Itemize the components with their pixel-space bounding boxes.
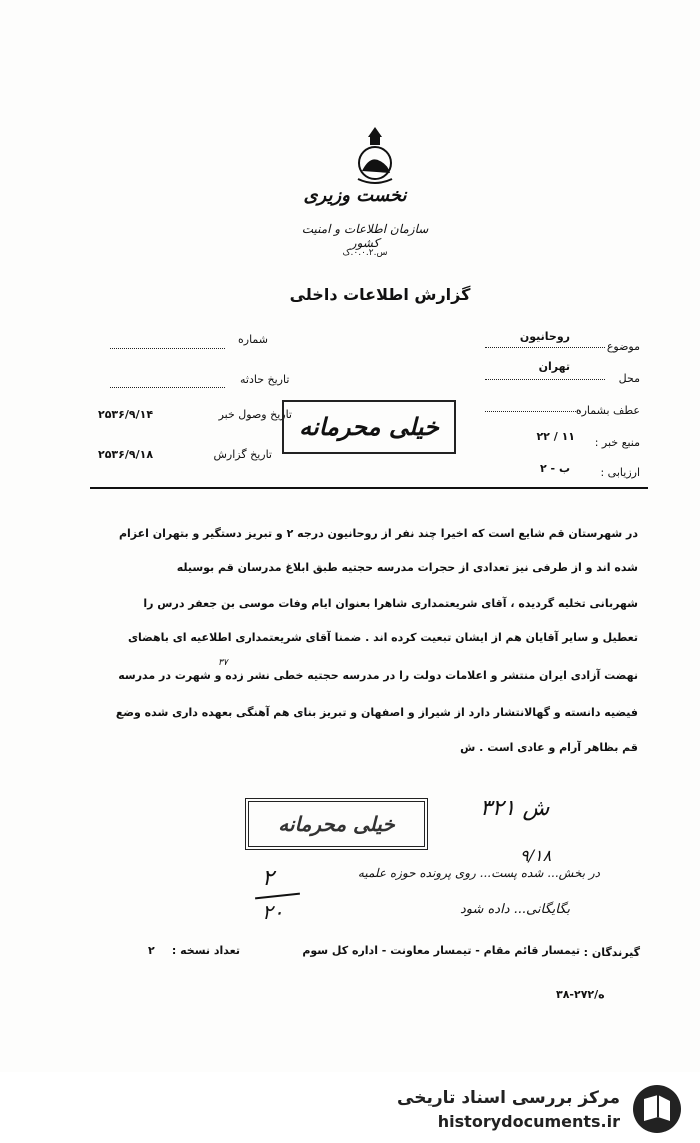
handwritten-date: ۹/۱۸ [520, 846, 552, 865]
body-line-1: در شهرستان قم شایع است که اخیرا چند نفر از روحانیون درجه ۲ و تبریز دستگیر و بتهران اعزام [118, 527, 638, 540]
copies-label: تعداد نسخه : [171, 944, 240, 957]
fraction-bottom: ۲۰ [262, 900, 284, 924]
receipt-date-label: تاریخ وصول خبر [218, 408, 292, 421]
incident-date-line [110, 375, 225, 388]
report-date-value: ۲۵۳۶/۹/۱۸ [98, 448, 154, 461]
handwritten-note-1: در بخش... شده پست... روی پرونده حوزه علمیه [357, 866, 600, 880]
body-line-5: نهضت آزادی ایران منتشر و اعلامات دولت را در مدرسه حجتیه خطی نشر زده و شهرت در مدرسه [118, 669, 638, 682]
footer-org-name: مرکز بررسی اسناد تاریخی [397, 1088, 620, 1108]
location-label: محل [618, 372, 640, 385]
body-line-7: قم بظاهر آرام و عادی است . ش [460, 741, 638, 754]
location-value: تهران [538, 360, 570, 373]
fraction-line [255, 893, 300, 900]
document-title: گزارش اطلاعات داخلی [289, 285, 471, 304]
document-reference: ۳۸-۲۷۲/ه [556, 988, 605, 1001]
reference-label: عطف بشماره [575, 404, 640, 417]
evaluation-label: ارزیابی : [600, 466, 640, 479]
classification-stamp-2: خیلی محرمانه [245, 798, 428, 850]
subject-label: موضوع [606, 340, 640, 353]
recipients-label: گیرندگان : [583, 946, 640, 959]
org-title-line1: نخست وزیری [303, 185, 407, 206]
number-line [110, 336, 225, 349]
receipt-date-value: ۲۵۳۶/۹/۱۴ [98, 408, 154, 421]
copies-value: ۲ [148, 944, 155, 957]
source-value: ۱۱ / ۲۲ [536, 430, 575, 443]
report-date-label: تاریخ گزارش [213, 448, 272, 461]
fraction-top: ۲ [262, 866, 274, 891]
subject-value: روحانیون [519, 330, 570, 343]
archive-book-logo-icon [628, 1083, 686, 1135]
header-divider [90, 487, 648, 489]
footer-url[interactable]: historydocuments.ir [437, 1112, 620, 1131]
classification-stamp: خیلی محرمانه [282, 400, 456, 454]
body-line-4: تعطیل و سایر آقایان هم از ایشان تبعیت کرده اند . ضمنا آقای شریعتمداری اطلاعیه ای باهضای [127, 631, 638, 644]
handwritten-code: ش ۳۲۱ [480, 796, 550, 821]
recipients-value: تیمسار قائم مقام - تیمسار معاونت - اداره کل سوم [302, 944, 580, 957]
body-line-2: شده اند و از طرفی نیز تعدادی از حجرات مدرسه حجتیه طبق ابلاغ مدرسان قم بوسیله [176, 561, 638, 574]
handwritten-note-2: بگایگانی... داده شود [459, 902, 570, 917]
margin-note: ۳۷ [218, 658, 228, 668]
org-title-line2: سازمان اطلاعات و امنیت کشور [301, 222, 429, 250]
body-line-6: فیضیه دانسته و گهالانتشار دارد از شیراز و اصفهان و تبریز بنای هم آهنگی بعهده داری شده وضع [115, 706, 638, 719]
org-code: س.۰.۰.۲.ک [342, 248, 388, 258]
incident-date-label: تاریخ حادثه [240, 373, 290, 386]
evaluation-value: ب - ۲ [540, 462, 570, 475]
reference-line [485, 399, 580, 412]
source-label: منبع خبر : [594, 436, 640, 449]
number-label: شماره [238, 333, 269, 346]
body-line-3: شهربانی تخلیه گردیده ، آقای شریعتمداری شاهرا بعنوان ایام وفات موسی بن جعفر درس را [143, 597, 638, 610]
